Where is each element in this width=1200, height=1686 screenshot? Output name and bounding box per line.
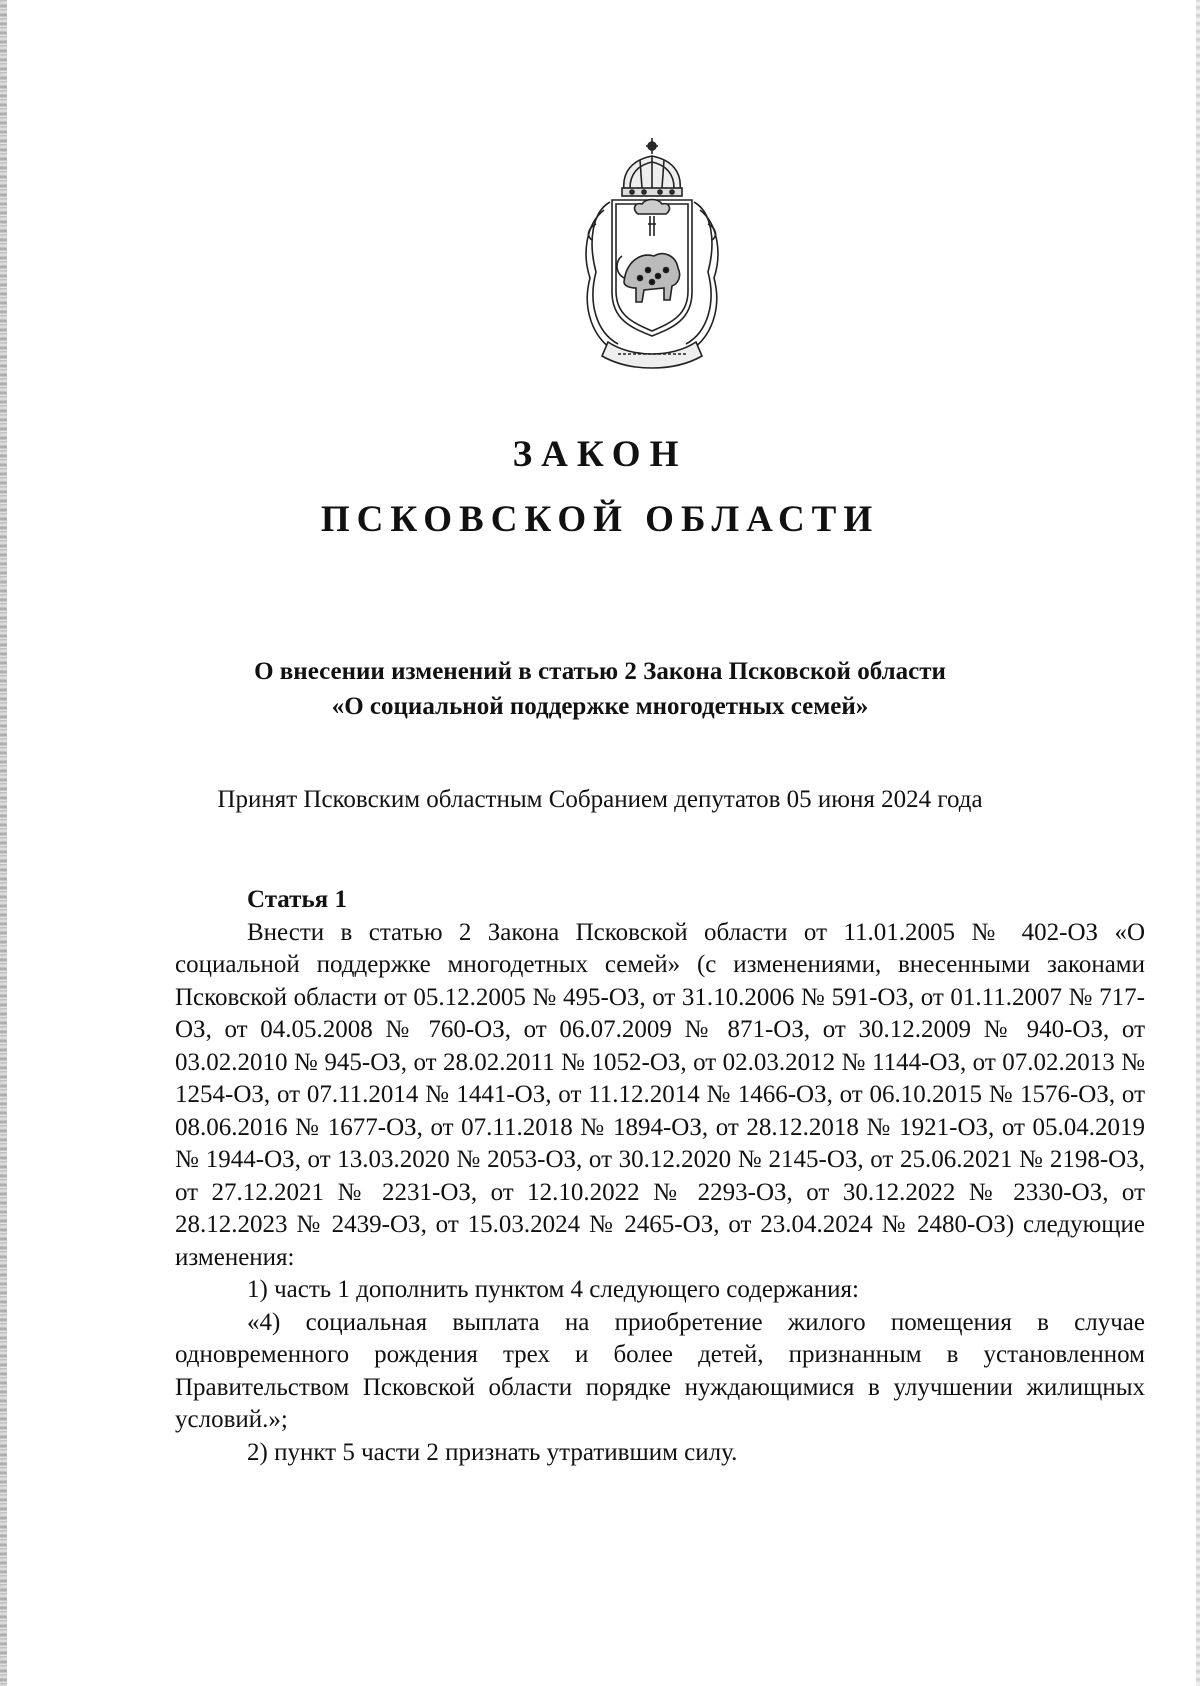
pskov-oblast-coat-of-arms-icon xyxy=(552,132,752,378)
scan-edge-right xyxy=(1196,0,1200,1686)
law-subject-line1: О внесении изменений в статью 2 Закона Псковской области xyxy=(254,658,946,685)
article-heading: Статья 1 xyxy=(247,886,347,913)
article-1 xyxy=(175,884,1145,1469)
adoption-note: Принят Псковским областным Собранием депутатов 05 июня 2024 года xyxy=(217,786,983,813)
amendment-item-2: 2) пункт 5 части 2 признать утратившим силу. xyxy=(247,1438,738,1466)
region-title: ПСКОВСКОЙ ОБЛАСТИ xyxy=(320,499,880,540)
article-intro-paragraph: Внести в статью 2 Закона Псковской области от 11.01.2005 № 402-ОЗ «О социальной поддержке многодетных семей» (с изменениями, внесенными законами Псковской области от 05.12.2005 № 495-ОЗ, от 31.10.2006 № 591-ОЗ, от 01.11.2007 № 717-ОЗ, от 04.05.2008 № 760-ОЗ, от 06.07.2009 № 871-ОЗ, от 30.12.2009 № 940-ОЗ, от 03.02.2010 № 945-ОЗ, от 28.02.2011 № 1052-ОЗ, от 02.03.2012 № 1144-ОЗ, от 07.02.2013 № 1254-ОЗ, от 07.11.2014 № 1441-ОЗ, от 11.12.2014 № 1466-ОЗ, от 06.10.2015 № 1576-ОЗ, от 08.06.2016 № 1677-ОЗ, от 07.11.2018 № 1894-ОЗ, от 28.12.2018 № 1921-ОЗ, от 05.04.2019 № 1944-ОЗ, от 13.03.2020 № 2053-ОЗ, от 30.12.2020 № 2145-ОЗ, от 25.06.2021 № 2198-ОЗ, от 27.12.2021 № 2231-ОЗ, от 12.10.2022 № 2293-ОЗ, от 30.12.2022 № 2330-ОЗ, от 28.12.2023 № 2439-ОЗ, от 15.03.2024 № 2465-ОЗ, от 23.04.2024 № 2480-ОЗ) следующие изменения: xyxy=(175,918,1145,1271)
scan-edge-left xyxy=(0,0,7,1686)
amendment-item-1: 1) часть 1 дополнить пунктом 4 следующего содержания: xyxy=(247,1276,859,1303)
document-type-title: ЗАКОН xyxy=(512,434,688,475)
law-subject-line2: «О социальной поддержке многодетных семей» xyxy=(331,693,869,720)
amendment-item-1-text: «4) социальная выплата на приобретение жилого помещения в случае одновременного рождения трех и более детей, признанным в установленном Правительством Псковской области порядке нуждающимися в улучшении жилищных условий.»; xyxy=(175,1308,1145,1433)
law-subject xyxy=(200,654,1000,724)
